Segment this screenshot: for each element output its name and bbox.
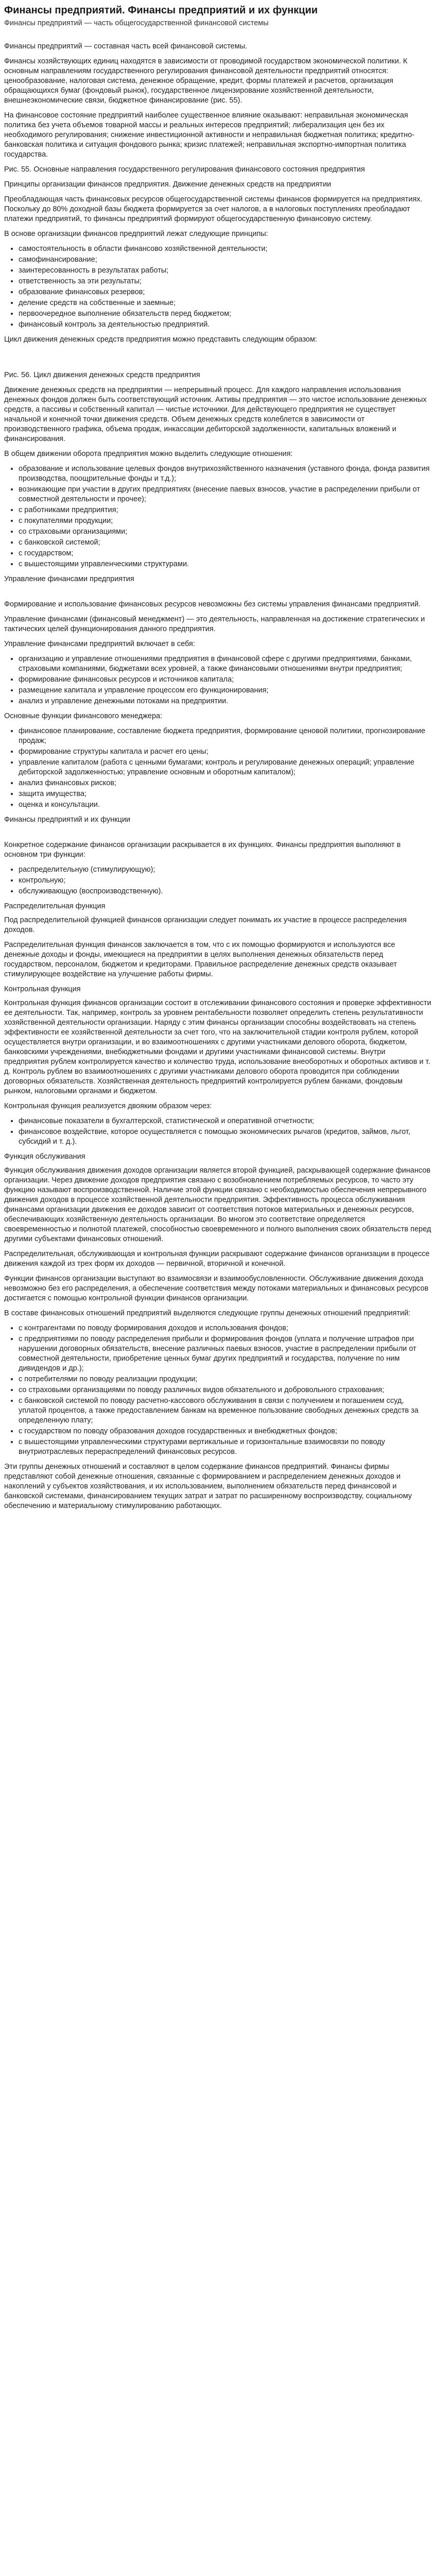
list-item: • со страховыми организациями по поводу различных видов обязательного и добровольного страхования; — [19, 1385, 432, 1395]
list-item: • финансовый контроль за деятельностью предприятий. — [19, 320, 432, 330]
paragraph: Контрольная функция финансов организации состоит в отслеживании финансового состояния и проверке эффективности ее деятельности. Так, например, контроль за уровнем рентабельности позволяет определить степень результативности хозяйственной деятельности организации. Наряду с этим финансы организации способны воздействовать на степень эффективности ее хозяйственной деятельности за счет того, что на заключительной стадии контроля рублем, которой осуществляется внутри организации, и во взаимоотношениях с другими участниками делового оборота, бюджетом, банковскими учреждениями, внебюджетными фондами и другими участниками финансовой системы. Внутри предприятия рублем контролируется качество и количество труда, использование внеоборотных и оборотных активов и т. д. Контроль рублем во взаимоотношениях с другими участниками делового оборота проводится при соблюдении договорных обязательств. Хозяйственная деятельность предприятий контролируется рублем банками, фондовым рынком, налоговыми органами и бюджетом. — [4, 999, 431, 1095]
list-item: • с банковской системой; — [19, 538, 432, 548]
paragraph: Эти группы денежных отношений и составляют в целом содержание финансов предприятий. Финансы фирмы представляют собой денежные отношения, связанные с формированием и распределением денежных доходов и накоплений у субъектов хозяйствования, и их использованием, выполнением обязательств перед финансовой и банковской системами, финансированием текущих затрат и затрат по расширенному воспроизводству, социальному обеспечению и материальному стимулированию работающих. — [4, 1463, 412, 1510]
list-item: • финансовое воздействие, которое осуществляется с помощью экономических рычагов (кредитов, займов, льгот, субсидий и т. д.). — [19, 1127, 432, 1147]
paragraph: Преобладающая часть финансовых ресурсов общегосударственной системы финансов формируется на предприятиях. Поскольку до 80% доходной базы бюджета формируется за счет налогов, а в налоговых поступлениях преобладают платежи предприятий, то финансы предприятий формируют общегосударственную финансовую систему. — [4, 195, 423, 223]
list-item: • самостоятельность в области финансово хозяйственной деятельности; — [19, 244, 432, 254]
groups-list — [4, 1324, 432, 1457]
list-item: • с предприятиями по поводу распределения прибыли и формирования фондов (уплата и получение штрафов при нарушении договорных обязательств, внесение различных паевых взносов, участие в распределении прибыли от совместной деятельности, приобретение ценных бумаг других предприятий и государства, получение по ним дивидендов и др.); — [19, 1334, 432, 1374]
paragraph: Контрольная функция реализуется двояким образом через: — [4, 1102, 212, 1110]
list-item: • заинтересованность в результатах работы; — [19, 266, 432, 276]
list-item: • с банковской системой по поводу расчетно-кассового обслуживания в связи с получением и погашением ссуд, уплатой процентов, а также предоставлением банкам на временное пользование свободных денежных средств за определенную плату; — [19, 1396, 432, 1426]
manager-functions-list — [4, 726, 432, 810]
list-item: • первоочередное выполнение обязательств перед бюджетом; — [19, 309, 432, 319]
list-item: • с государством по поводу образования доходов государственных и внебюджетных фондов; — [19, 1427, 432, 1436]
relations-list — [4, 464, 432, 569]
list-item: • организацию и управление отношениями предприятия в финансовой сфере с другими предприятиями, банками, страховыми компаниями, бюджетами всех уровней, а также финансовыми отношениями внутри предприятия; — [19, 654, 432, 674]
list-item: • образование финансовых резервов; — [19, 287, 432, 297]
paragraph: Распределительная функция финансов заключается в том, что с их помощью формируются и используются все денежные доходы и фонды, имеющиеся на предприятии в целях выполнения денежных обязательств перед государством, персоналом, бюджетом и кредиторами. Правильное распределение денежных средств оказывает стимулирующее воздействие на улучшение работы фирмы. — [4, 941, 397, 978]
paragraph: Основные функции финансового менеджера: — [4, 712, 163, 720]
list-item: • управление капиталом (работа с ценными бумагами; контроль и регулирование денежных операций; управление дебиторской задолженностью; управление основным и оборотным капиталом); — [19, 758, 432, 777]
paragraph: В основе организации финансов предприятий лежат следующие принципы: — [4, 230, 268, 238]
list-item: • с вышестоящими управленческими структурами вертикальные и горизонтальные взаимосвязи по поводу внутриотраслевых перераспределений финансовых ресурсов. — [19, 1437, 432, 1457]
functions-list — [4, 865, 432, 896]
list-item: • формирование структуры капитала и расчет его цены; — [19, 747, 432, 757]
list-item: • с контрагентами по поводу формирования доходов и использования фондов; — [19, 1324, 432, 1333]
paragraph: На финансовое состояние предприятий наиболее существенное влияние оказывают: неправильная экономическая политика без учета объемов товарной массы и реальных интересов предприятий; либерализация цен без их необходимого регулирования; снижение инвестиционной активности и неправильная бюджетная политика; кредитно-банковская политика и ситуация фондового рынка; кризис платежей; неправильная экспортно-импортная политика государства. — [4, 111, 414, 159]
list-item: • деление средств на собственные и заемные; — [19, 298, 432, 308]
paragraph: Принципы организации финансов предприятия. Движение денежных средств на предприятии — [4, 180, 332, 189]
paragraph: Конкретное содержание финансов организации раскрывается в их функциях. Финансы предприятия выполняют в основном три функции: — [4, 841, 401, 859]
list-item: • с потребителями по поводу реализации продукции; — [19, 1375, 432, 1384]
paragraph: Финансы хозяйствующих единиц находятся в зависимости от проводимой государством экономической политики. К основным направлениям государственного регулирования финансовой деятельности предприятий относятся: ценообразование, налоговая система, денежное обращение, кредит, формы платежей и расчетов, организация обращающихся бумаг (фондовый рынок), государственное лицензирование хозяйственной деятельности, внешнеэкономические связи, бюджетное финансирование (рис. 55). — [4, 57, 408, 105]
list-item: • с работниками предприятия; — [19, 505, 432, 515]
section-heading-service: Функция обслуживания — [4, 1153, 85, 1161]
management-list — [4, 654, 432, 706]
list-item: • обслуживающую (воспроизводственную). — [19, 887, 432, 896]
section-heading-functions: Финансы предприятий и их функции — [4, 816, 131, 824]
list-item: • распределительную (стимулирующую); — [19, 865, 432, 875]
section-heading-distribution: Распределительная функция — [4, 902, 106, 910]
list-item: • размещение капитала и управление процессом его функционирования; — [19, 686, 432, 696]
list-item: • финансовые показатели в бухгалтерской, статистической и оперативной отчетности; — [19, 1116, 432, 1126]
page-subtitle: Финансы предприятий — часть общегосударственной финансовой системы — [4, 19, 269, 27]
paragraph: Финансы предприятий — составная часть всей финансовой системы. — [4, 42, 248, 50]
paragraph: Движение денежных средств на предприятии — непрерывный процесс. Для каждого направления использования денежных фондов должен быть соответствующий источник. Активы предприятия — это чистое использование денежных средств, а пассивы и собственный капитал — чистые источники. Для действующего предприятия не существует начальной и конечной точки движения средств. Объем денежных средств колеблется в зависимости от производственного графика, объема продаж, инкассации дебиторской задолженности, капитальных вложений и финансирования. — [4, 386, 427, 443]
principles-list — [4, 244, 432, 330]
control-list — [4, 1116, 432, 1147]
paragraph: Цикл движения денежных средств предприятия можно представить следующим образом: — [4, 335, 317, 344]
paragraph: Распределительная, обслуживающая и контрольная функции раскрывают содержание финансов организации в процессе движения каждой из трех форм их доходов — первичной, вторичной и конечной. — [4, 1250, 430, 1268]
list-item: • оценка и консультации. — [19, 800, 432, 810]
list-item: • самофинансирование; — [19, 255, 432, 265]
list-item: • финансовое планирование, составление бюджета предприятия, формирование ценовой политики, прогнозирование продаж; — [19, 726, 432, 746]
page-title: Финансы предприятий. Финансы предприятий и их функции — [4, 5, 318, 16]
paragraph: Под распределительной функцией финансов организации следует понимать их участие в процессе распределения доходов. — [4, 916, 407, 934]
figure-caption-56: Рис. 56. Цикл движения денежных средств предприятия — [4, 371, 200, 379]
section-heading-control: Контрольная функция — [4, 985, 81, 993]
paragraph: Формирование и использование финансовых ресурсов невозможны без системы управления финансами предприятий. — [4, 600, 421, 608]
paragraph: Функция обслуживания движения доходов организации является второй функцией, раскрывающей содержание финансов организации. Через движение доходов предприятия связано с возобновлением потребляемых ресурсов, то часто эту функцию называют воспроизводственной. Наличие этой функции связано с необходимостью обеспечения непрерывного движения доходов в процессе хозяйственной деятельности предприятия. Эффективность процесса обслуживания финансами организации движения ее доходов зависит от соответствия потоков материальных и денежных ресурсов, обеспечивающих хозяйственную деятельность организации. Во многом это соответствие определяется своевременностью и полнотой платежей, способностью своевременного и полного выполнения своих обязательств перед другими субъектами финансовых отношений. — [4, 1166, 431, 1243]
list-item: • с покупателями продукции; — [19, 516, 432, 526]
list-item: • образование и использование целевых фондов внутрихозяйственного назначения (уставного фонда, фонда развития производства, поощрительные фонды и т.д.); — [19, 464, 432, 484]
paragraph: Функции финансов организации выступают во взаимосвязи и взаимообусловленности. Обслуживание движения дохода невозможно без его распределения, а обеспечение соответствия между потоками материальных и финансовых ресурсов достигается с помощью контрольной функции финансов организации. — [4, 1275, 429, 1302]
list-item: • анализ финансовых рисков; — [19, 778, 432, 788]
list-item: • формирование финансовых ресурсов и источников капитала; — [19, 675, 432, 685]
list-item: • со страховыми организациями; — [19, 527, 432, 537]
figure-caption-55: Рис. 55. Основные направления государственного регулирования финансового состояния предприятия — [4, 165, 365, 174]
list-item: • анализ и управление денежными потоками на предприятии. — [19, 697, 432, 706]
section-heading-management: Управление финансами предприятия — [4, 575, 134, 583]
paragraph: Управление финансами предприятий включает в себя: — [4, 640, 195, 648]
list-item: • с государством; — [19, 549, 432, 558]
list-item: • с вышестоящими управленческими структурами. — [19, 560, 432, 569]
paragraph: В составе финансовых отношений предприятий выделяются следующие группы денежных отношений предприятий: — [4, 1309, 411, 1317]
list-item: • возникающие при участии в других предприятиях (внесение паевых взносов, участие в распределении прибыли от совместной деятельности и прочее); — [19, 485, 432, 504]
list-item: • защита имущества; — [19, 789, 432, 799]
paragraph: Управление финансами (финансовый менеджмент) — это деятельность, направленная на достижение стратегических и тактических целей функционирования данного предприятия. — [4, 615, 425, 633]
list-item: • контрольную; — [19, 876, 432, 886]
list-item: • ответственность за эти результаты; — [19, 277, 432, 286]
paragraph: В общем движении оборота предприятия можно выделить следующие отношения: — [4, 450, 293, 458]
